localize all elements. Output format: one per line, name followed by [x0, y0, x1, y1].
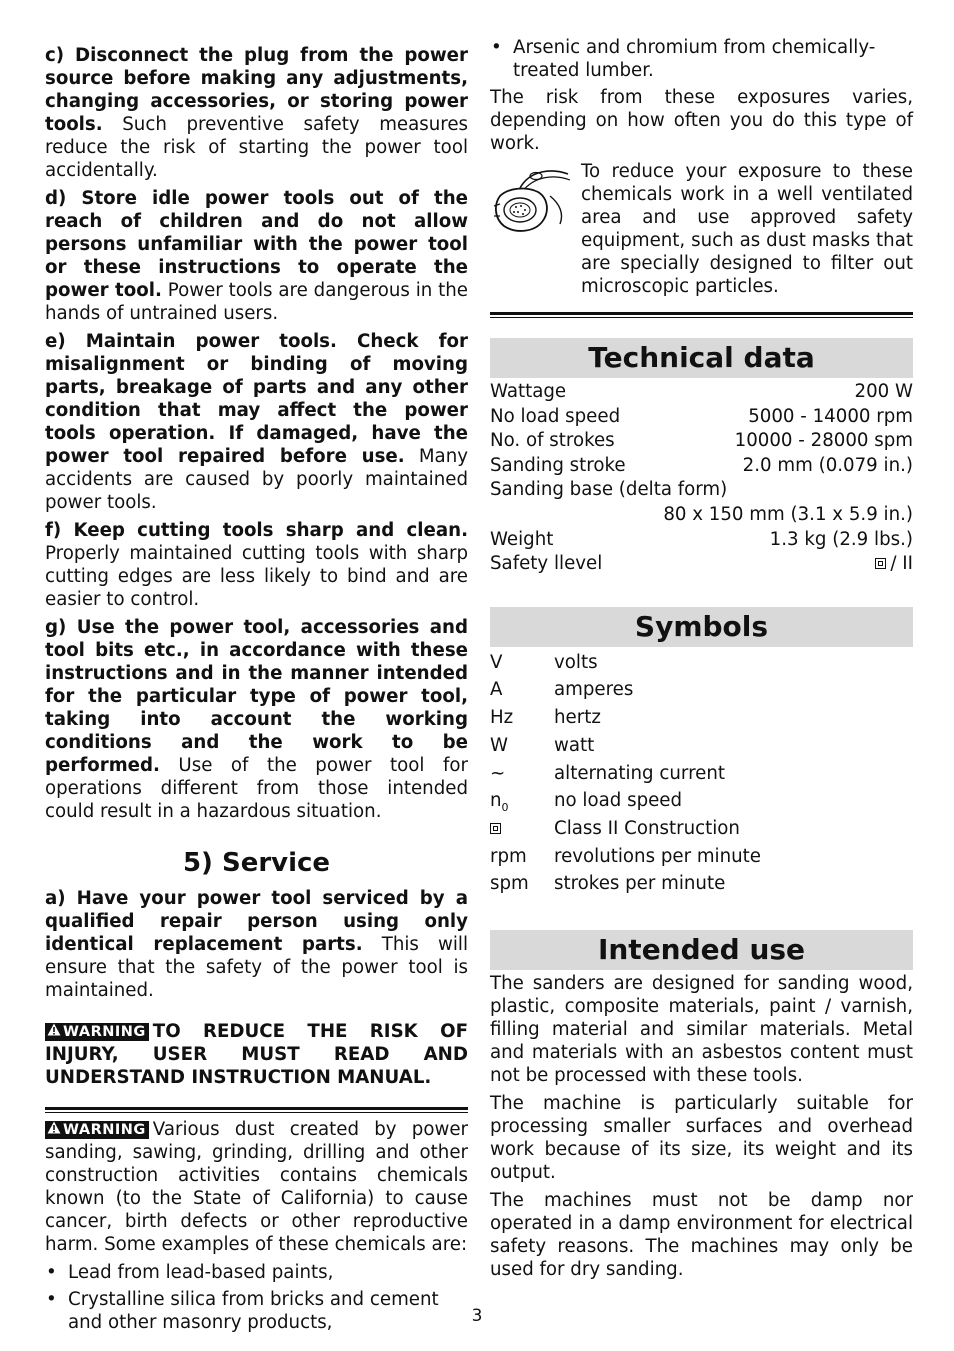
tech-value: 200 W	[854, 381, 913, 402]
symbol-desc: strokes per minute	[554, 873, 726, 895]
table-row	[490, 503, 913, 528]
table-row	[490, 651, 761, 679]
paragraph-e	[45, 330, 468, 514]
warning-triangle-icon	[47, 1023, 61, 1036]
paragraph-c	[45, 44, 468, 182]
risk-paragraph: The risk from these exposures varies, depending on how often you do this type of work.	[490, 87, 913, 154]
paragraph-service-a-bold: a) Have your power tool serviced by a qualified repair person using only identical replacement parts.	[45, 888, 468, 955]
paragraph-g-text: Use of the power tool for operations different from those intended could result in a hazardous situation.	[45, 755, 468, 822]
respirator-block	[490, 160, 913, 298]
symbol-key: A	[490, 679, 503, 701]
tech-label: Safety llevel	[490, 553, 603, 575]
symbol-key: spm	[490, 873, 529, 895]
paragraph-e-text: Many accidents are caused by poorly maintained power tools.	[45, 446, 468, 513]
divider	[45, 1107, 468, 1113]
table-row	[490, 380, 913, 405]
intended-use-heading: Intended use	[490, 930, 913, 970]
tech-label: Wattage	[490, 381, 567, 402]
symbol-desc: Class II Construction	[554, 817, 740, 839]
paragraph-service-a	[45, 887, 468, 1002]
table-row	[490, 528, 913, 553]
class-ii-icon	[490, 823, 501, 834]
table-row	[490, 454, 913, 479]
respirator-text: To reduce your exposure to these chemicals work in a well ventilated area and use approved safety equipment, such as dust masks that are specially designed to filter out microscopic particles.	[581, 161, 913, 297]
paragraph-g	[45, 616, 468, 823]
table-row	[490, 678, 761, 706]
paragraph-c-text: Such preventive safety measures reduce the risk of starting the power tool accidentally.	[45, 114, 468, 181]
symbol-key: W	[490, 734, 508, 756]
paragraph-service-a-text: This will ensure that the safety of the power tool is maintained.	[45, 934, 468, 1001]
symbol-desc: amperes	[554, 679, 634, 701]
warning-label: WARNING	[63, 1024, 146, 1040]
symbol-n-subscript: 0	[501, 801, 509, 815]
symbol-desc: alternating current	[554, 762, 725, 784]
table-row	[490, 429, 913, 454]
warning-badge	[45, 1023, 149, 1041]
table-row	[490, 552, 913, 577]
paragraph-e-bold: e) Maintain power tools. Check for misalignment or binding of moving parts, breakage of parts and any other condition that may affect the power tools operation. If damaged, have the power tool repaired before use.	[45, 331, 468, 467]
paragraph-f-bold: f) Keep cutting tools sharp and clean.	[45, 520, 468, 541]
tech-value: 5000 - 14000 rpm	[748, 405, 913, 427]
table-row	[490, 478, 913, 503]
paragraph-c-bold: c) Disconnect the plug from the power source before making any adjustments, changing accessories, or storing power tools.	[45, 45, 468, 135]
list-item: • Crystalline silica from bricks and cement and other masonry products,	[45, 1288, 468, 1334]
tech-label: Sanding base (delta form)	[490, 479, 728, 501]
tech-label: Weight	[490, 528, 554, 550]
paragraph-f-text: Properly maintained cutting tools with sharp cutting edges are less likely to bind and are easier to control.	[45, 543, 468, 610]
symbol-desc: watt	[554, 734, 595, 756]
warning-read-manual	[45, 1020, 468, 1089]
paragraph-d-bold: d) Store idle power tools out of the reach of children and do not allow persons unfamiliar with the power tool or these instructions to operate the power tool.	[45, 188, 468, 301]
warning-dust-text: Various dust created by power sanding, sawing, grinding, drilling and other construction activities contains chemicals known (to the State of California) to cause cancer, birth defects or other reproductive harm. Some examples of these chemicals are:	[45, 1119, 468, 1255]
intended-paragraph: The machine is particularly suitable for processing smaller surfaces and overhead work because of its size, its weight and its output.	[490, 1092, 913, 1183]
warning-badge	[45, 1121, 149, 1139]
respirator-mask-icon	[490, 166, 574, 236]
paragraph-d-text: Power tools are dangerous in the hands of untrained users.	[45, 280, 469, 324]
tech-value: 1.3 kg (2.9 lbs.)	[769, 528, 913, 550]
warning-triangle-icon	[47, 1121, 61, 1134]
tech-value: 80 x 150 mm (3.1 x 5.9 in.)	[663, 503, 913, 525]
list-item: • Lead from lead-based paints,	[45, 1261, 468, 1284]
class-ii-icon	[875, 558, 886, 569]
table-row	[490, 872, 761, 900]
paragraph-f	[45, 519, 468, 611]
table-row	[490, 789, 761, 817]
divider	[490, 312, 913, 318]
symbol-key: Hz	[490, 707, 514, 729]
symbol-desc: hertz	[554, 707, 601, 729]
tech-label: Sanding stroke	[490, 454, 626, 476]
intended-paragraph: The sanders are designed for sanding wood, plastic, composite materials, paint / varnish, filling material and similar materials. Metal and materials with an asbestos content must not be processed with these tools.	[490, 972, 913, 1086]
symbol-key: ~	[490, 762, 506, 784]
symbol-desc: revolutions per minute	[554, 845, 761, 867]
technical-data-table	[490, 380, 913, 577]
service-heading: 5) Service	[182, 848, 331, 878]
right-column	[490, 36, 913, 1286]
table-row	[490, 706, 761, 734]
symbols-table	[490, 651, 761, 900]
table-row	[490, 734, 761, 762]
paragraph-g-bold: g) Use the power tool, accessories and tool bits etc., in accordance with these instructions and in the manner intended for the particular type of power tool, taking into account the working conditions and the work to be performed.	[45, 617, 468, 776]
warning-read-manual-text: TO REDUCE THE RISK OF INJURY, USER MUST READ AND UNDERSTAND INSTRUCTION MANUAL.	[45, 1021, 468, 1088]
safety-value-text: / II	[890, 553, 913, 575]
symbol-desc: no load speed	[554, 790, 683, 812]
symbol-key: V	[490, 651, 503, 673]
tech-value: 2.0 mm (0.079 in.)	[742, 454, 913, 476]
intended-paragraph: The machines must not be damp nor operated in a damp environment for electrical safety reasons. The machines may only be used for dry sanding.	[490, 1189, 913, 1280]
technical-data-heading: Technical data	[490, 338, 913, 378]
table-row	[490, 845, 761, 873]
symbol-key: rpm	[490, 845, 527, 867]
tech-label: No. of strokes	[490, 430, 615, 452]
symbols-heading: Symbols	[490, 607, 913, 647]
tech-label: No load speed	[490, 405, 621, 427]
table-row	[490, 817, 761, 845]
symbol-desc: volts	[554, 651, 598, 673]
symbol-key	[490, 817, 554, 845]
table-row	[490, 405, 913, 430]
tech-value	[673, 552, 913, 577]
left-column	[45, 44, 468, 1338]
symbol-n: n	[490, 790, 502, 812]
symbol-key	[490, 789, 554, 817]
table-row	[490, 762, 761, 790]
warning-label: WARNING	[63, 1122, 146, 1138]
list-item: • Arsenic and chromium from chemically-treated lumber.	[490, 36, 913, 82]
paragraph-d	[45, 187, 468, 325]
page-number: 3	[471, 1306, 483, 1326]
chemical-list-continued	[490, 36, 913, 82]
warning-dust	[45, 1118, 468, 1256]
tech-value: 10000 - 28000 spm	[734, 430, 913, 452]
